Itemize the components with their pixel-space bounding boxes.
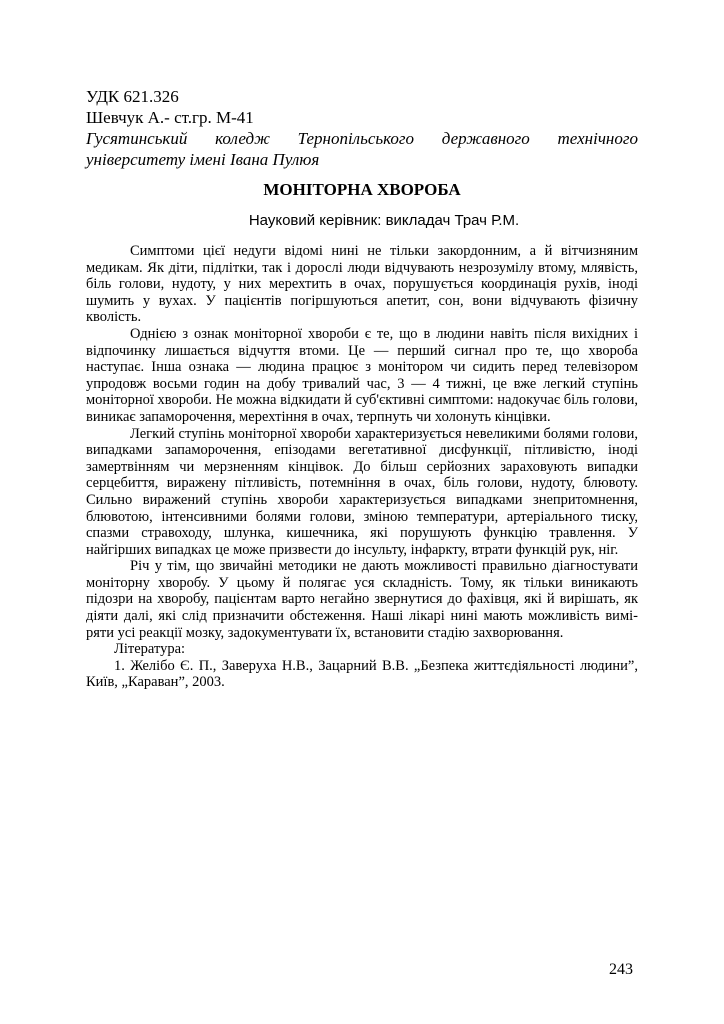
article-title: МОНІТОРНА ХВОРОБА xyxy=(263,180,461,199)
article-header xyxy=(86,86,638,170)
paragraph-4: Річ у тім, що звичайні методики не дають можливості правильно діагностувати моніторну хворобу. У цьому й полягає уся складність. Тому, як тільки виникають підозри на хворобу, пацієнтам варто негайно звернутися до фахівця, які й вирішать, як діяти далі, які слід призначити обстеження. Наші лікарі нині мають можливість виміряти усі реакції мозку, задокументувати їх, встановити стадію захворювання. xyxy=(86,558,638,641)
paragraph-3: Легкий ступінь моніторної хвороби характеризується невеликими болями голови, випадками запаморочення, епізодами вегетативної дисфункції, пітливістю, іноді замертвінням чи мерзненням кінцівок. До більш серйозних зараховують випадки серцебиття, виражену пітливість, потемніння в очах, біль голови, нудоту, блювоту. Сильно виражений ступінь хвороби характеризується випадками знепритомнення, блювотою, інтенсивними болями голови, зміною температури, артеріального тиску, спазми стравоходу, шлунка, кишечника, які порушують функцію травлення. У найгірших випадках це може призвести до інсульту, інфаркту, втрати функцій рук, ніг. xyxy=(86,425,638,558)
article-body xyxy=(86,243,638,691)
reference-item-1: 1. Желібо Є. П., Заверуха Н.В., Зацарний В.В. „Безпека життєдіяльності людини”, Київ, „Караван”, 2003. xyxy=(86,657,638,691)
supervisor-line: Науковий керівник: викладач Трач Р.М. xyxy=(248,212,520,229)
affiliation-line-1: Гусятинський коледж Тернопільського державного технічного xyxy=(86,129,638,148)
paragraph-2: Однією з ознак моніторної хвороби є те, що в людини навіть після вихідних і відпочинку лишається відчуття втоми. Це — перший сигнал про те, що хвороба наступає. Інша ознака — людина працює з монітором чи сидить перед телевізором упродовж восьми годин на добу тривалий час, 3 — 4 тижні, це вже легкий ступінь моніторної хвороби. Не можна відкидати й суб'єктивні симптоми: надокучає біль голови, виникає запаморочення, мерехтіння в очах, терпнуть чи холонуть кінцівки. xyxy=(86,325,638,425)
author-line: Шевчук А.- ст.гр. М-41 xyxy=(86,108,254,127)
affiliation-line-2: університету імені Івана Пулюя xyxy=(86,150,320,169)
paragraph-1: Симптоми цієї недуги відомі нині не тільки закордонним, а й вітчизняним медикам. Як діти, підлітки, так і дорослі люди відчувають незрозумілу втому, млявість, біль голови, нудоту, у них мерехтить в очах, порушується координація рухів, іноді шумить у вухах. У пацієнтів погіршуються апетит, сон, вони відчувають фізичну кволість. xyxy=(86,243,638,326)
page-number: 243 xyxy=(609,961,633,978)
udc-code: УДК 621.326 xyxy=(86,87,179,106)
references-heading: Література: xyxy=(114,641,186,658)
